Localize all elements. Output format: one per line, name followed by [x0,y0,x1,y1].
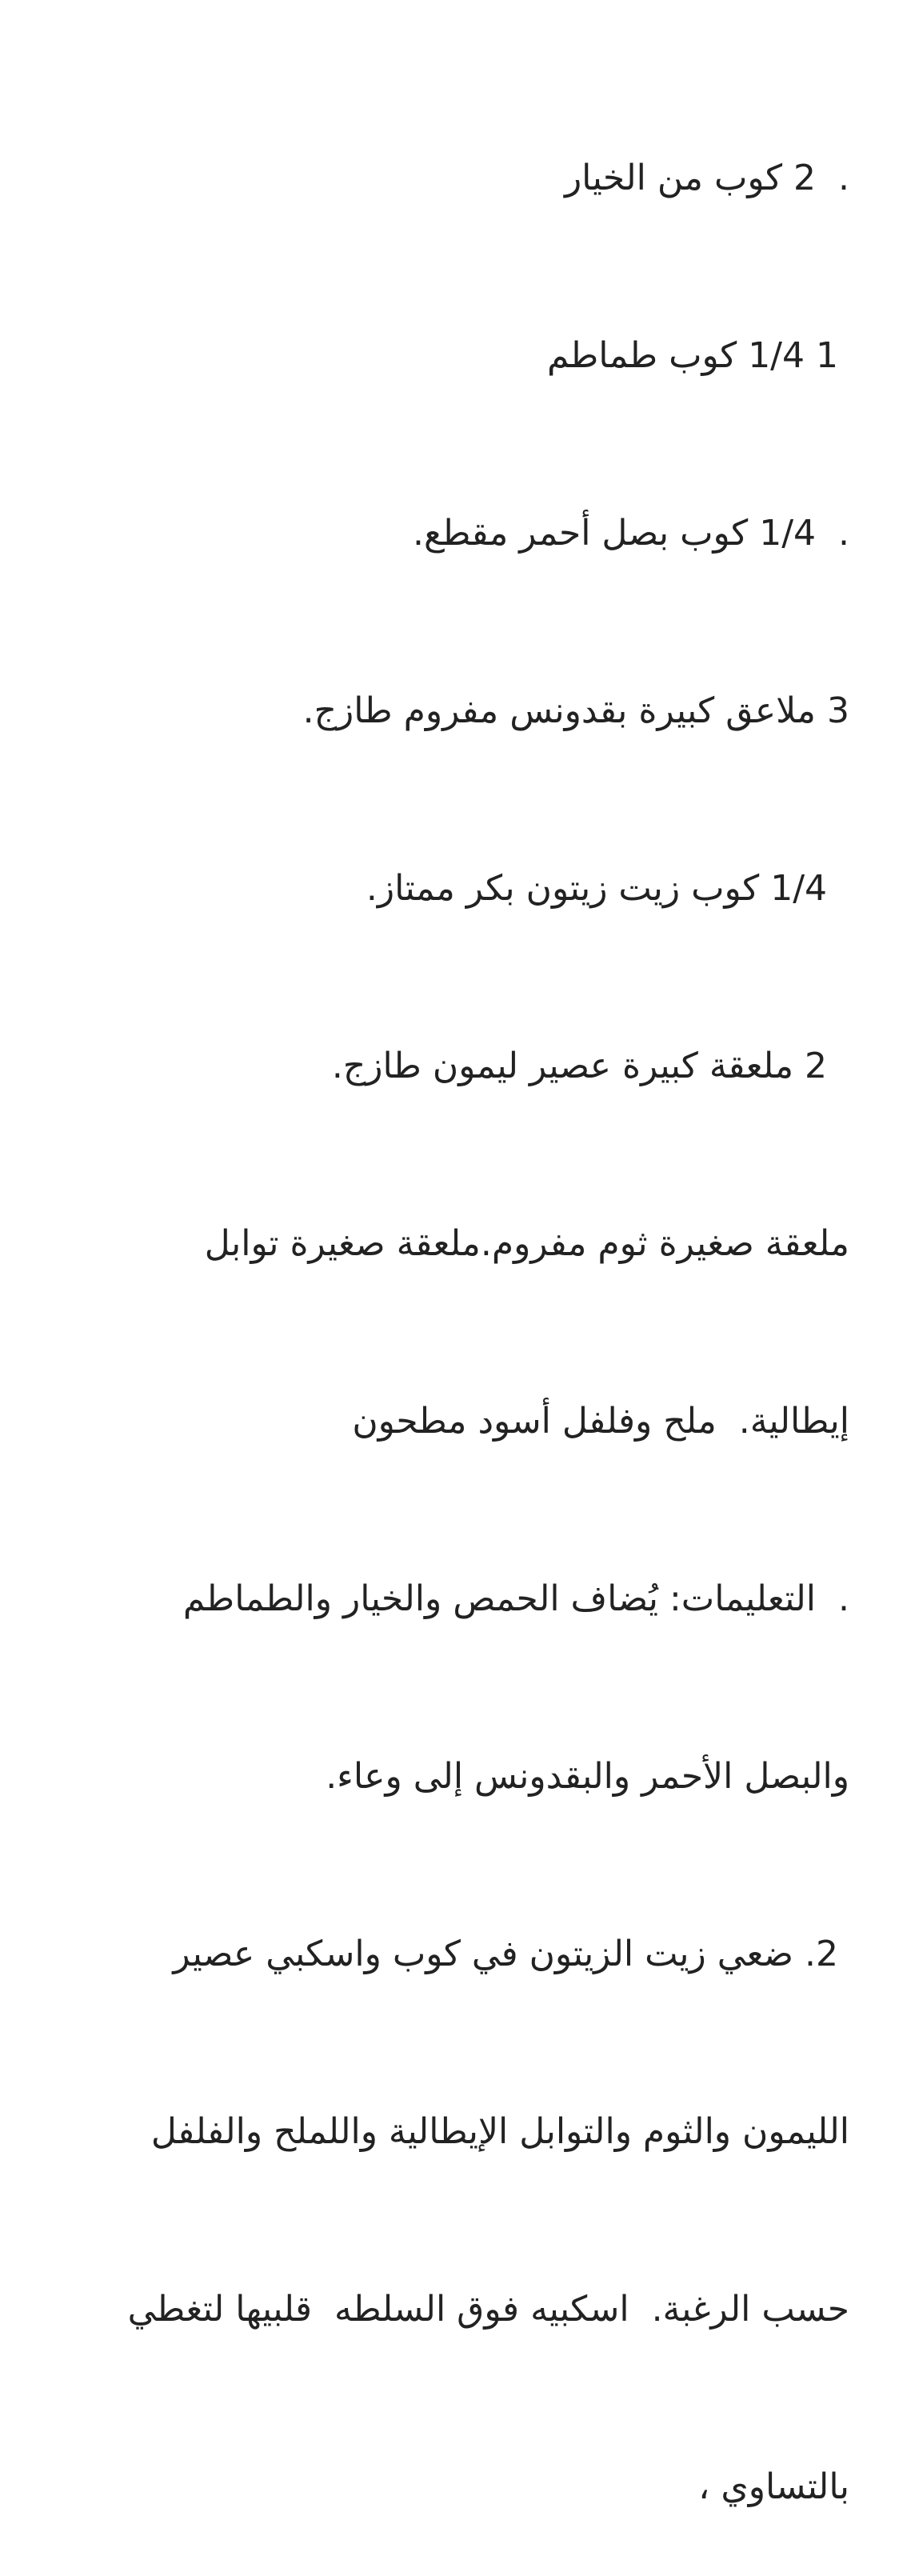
ingredient-olive-oil: 1/4 كوب زيت زيتون بكر ممتاز. [366,868,849,909]
instructions-step-1-cont: والبصل الأحمر والبقدونس إلى وعاء. [326,1756,849,1797]
instructions-step-1: . التعليمات: يُضاف الحمص والخيار والطماطم [182,1578,849,1619]
ingredient-lemon-juice: 2 ملعقة كبيرة عصير ليمون طازج. [331,1046,849,1086]
ingredient-cucumber: . 2 كوب من الخيار [564,158,849,198]
ingredient-salt-pepper: إيطالية. ملح وفلفل أسود مطحون [352,1401,849,1442]
instructions-step-2-cont: الليمون والثوم والتوابل الإيطالية واللملح والفلفل [150,2111,849,2152]
ingredient-garlic-spices: ملعقة صغيرة ثوم مفروم.ملعقة صغيرة توابل [204,1223,849,1264]
instructions-step-2-cont-3: بالتساوي ، [698,2466,849,2507]
ingredient-red-onion: . 1/4 كوب بصل أحمر مقطع. [412,513,849,554]
instructions-step-2-cont-2: حسب الرغبة. اسكبيه فوق السلطه قلبيها لتغطي [127,2289,849,2330]
ingredient-parsley: 3 ملاعق كبيرة بقدونس مفروم طازج. [302,690,849,731]
instructions-step-2: 2. ضعي زيت الزيتون في كوب واسكبي عصير [173,1934,849,1974]
note-text [48,30,849,2576]
ingredient-tomato: 1 1/4 كوب طماطم [546,335,849,376]
